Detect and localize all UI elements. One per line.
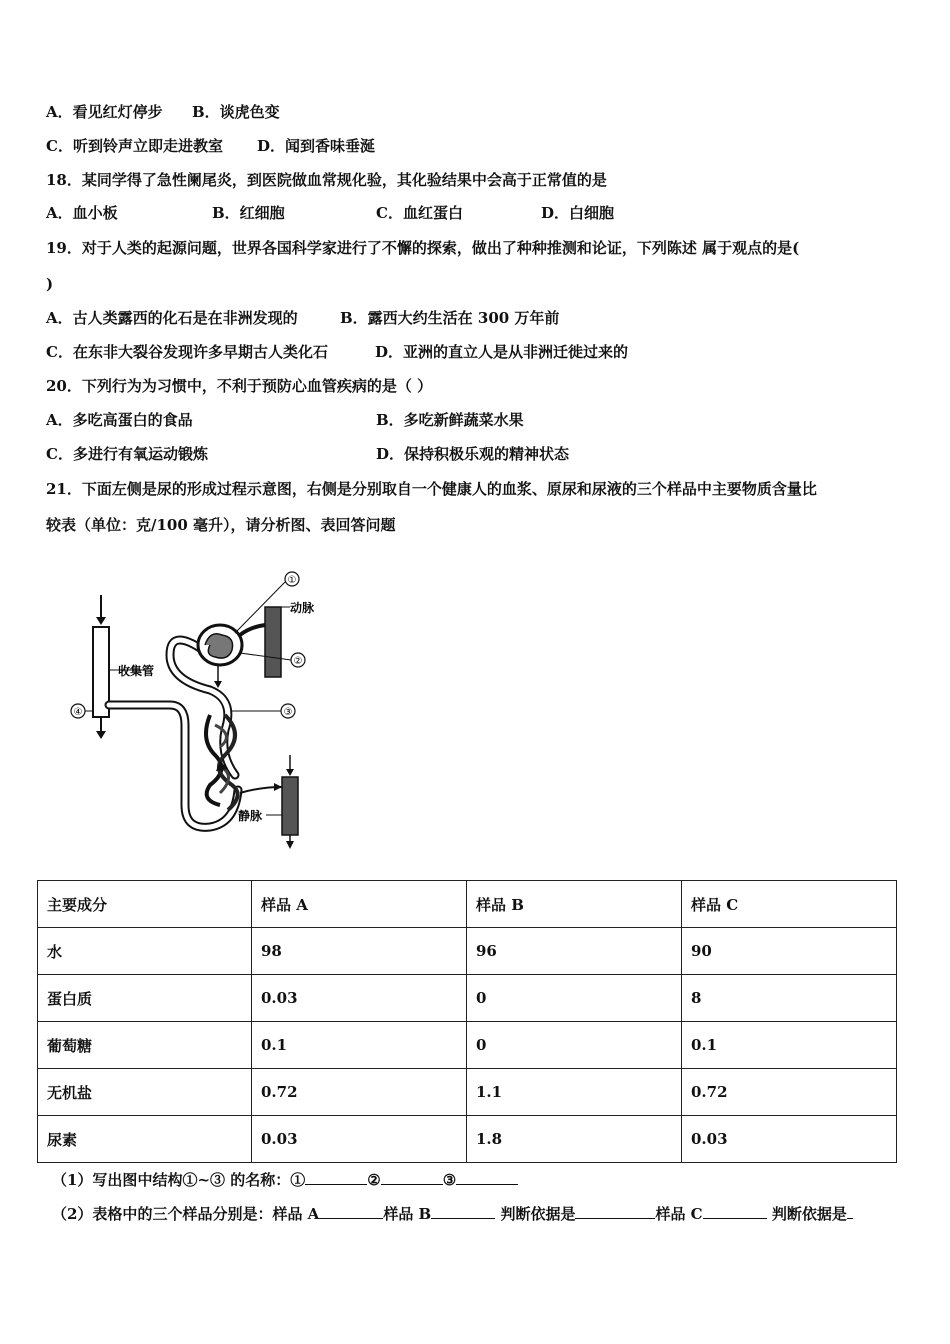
- table-header-cell: 样品 A: [252, 881, 467, 928]
- marker-2-label: ②: [293, 656, 303, 667]
- q21-stem-line1: 21．下面左侧是尿的形成过程示意图，右侧是分别取自一个健康人的血浆、原尿和尿液的三个样品中主要物质含量比: [46, 480, 817, 498]
- table-cell: 0.03: [252, 1116, 467, 1163]
- q17-option-b: B．谈虎色变: [192, 103, 280, 121]
- table-cell: 尿素: [38, 1116, 252, 1163]
- table-cell: 0: [467, 1022, 682, 1069]
- collecting-duct-label: 收集管: [118, 664, 155, 678]
- q21-sub2-text: （2）表格中的三个样品分别是：样品 A: [52, 1205, 320, 1223]
- composition-table: [37, 880, 897, 1163]
- table-row: [38, 1069, 897, 1116]
- answer-blank-3[interactable]: [456, 1170, 518, 1185]
- table-cell: 96: [467, 928, 682, 975]
- q20-option-b: B．多吃新鲜蔬菜水果: [376, 411, 524, 429]
- table-cell: 0.1: [252, 1022, 467, 1069]
- table-cell: 蛋白质: [38, 975, 252, 1022]
- table-row: [38, 975, 897, 1022]
- table-header-cell: 样品 B: [467, 881, 682, 928]
- table-header-cell: 主要成分: [38, 881, 252, 928]
- table-cell: 1.8: [467, 1116, 682, 1163]
- table-row: [38, 928, 897, 975]
- q21-sub2-b-label: 样品 B: [383, 1205, 432, 1223]
- table-cell: 0: [467, 975, 682, 1022]
- artery-label: 动脉: [290, 601, 315, 615]
- q21-sub1-marker2: ②: [367, 1171, 381, 1189]
- table-cell: 0.72: [682, 1069, 897, 1116]
- q20-option-c: C．多进行有氧运动锻炼: [46, 445, 208, 463]
- q18-stem: 18．某同学得了急性阑尾炎，到医院做血常规化验，其化验结果中会高于正常值的是: [46, 171, 607, 189]
- q19-option-c: C．在东非大裂谷发现许多早期古人类化石: [46, 343, 328, 361]
- q21-sub1-marker3: ③: [442, 1171, 457, 1189]
- nephron-diagram: [60, 565, 340, 855]
- table-header-cell: 样品 C: [682, 881, 897, 928]
- q18-option-b: B．红细胞: [212, 204, 285, 222]
- vein: [240, 755, 298, 849]
- q17-option-c: C．听到铃声立即走进教室: [46, 137, 223, 155]
- answer-blank-sample-c[interactable]: [703, 1204, 767, 1219]
- q19-option-a: A．古人类露西的化石是在非洲发现的: [46, 309, 298, 327]
- table-cell: 水: [38, 928, 252, 975]
- nephron-diagram-svg: [60, 565, 340, 855]
- table-row: [38, 1022, 897, 1069]
- q21-sub1-marker1: ①: [290, 1171, 306, 1189]
- answer-blank-2[interactable]: [381, 1170, 443, 1185]
- table-cell: 98: [252, 928, 467, 975]
- q17-option-a: A．看见红灯停步: [46, 103, 163, 121]
- q19-option-d: D．亚洲的直立人是从非洲迁徙过来的: [375, 343, 629, 361]
- table-cell: 0.03: [682, 1116, 897, 1163]
- q20-option-a: A．多吃高蛋白的食品: [46, 411, 193, 429]
- q19-stem-line2: ): [46, 275, 54, 293]
- q21-sub2-c-label: 样品 C: [655, 1205, 703, 1223]
- table-cell: 无机盐: [38, 1069, 252, 1116]
- q18-option-d: D．白细胞: [541, 204, 615, 222]
- q19-stem-line1: 19．对于人类的起源问题，世界各国科学家进行了不懈的探索，做出了种种推测和论证，下列陈述 属于观点的是(: [46, 239, 800, 257]
- q18-option-c: C．血红蛋白: [376, 204, 463, 222]
- q21-sub2-basis2: 判断依据是: [766, 1205, 847, 1223]
- artery: [240, 607, 281, 677]
- table-cell: 葡萄糖: [38, 1022, 252, 1069]
- q21-sub1: [52, 1170, 518, 1190]
- q20-stem: 20．下列行为为习惯中，不利于预防心血管疾病的是（ ）: [46, 377, 433, 395]
- vein-label: 静脉: [238, 809, 263, 823]
- table-row: [38, 1116, 897, 1163]
- table-cell: 0.1: [682, 1022, 897, 1069]
- marker-3-label: ③: [283, 707, 293, 718]
- answer-blank-basis-1[interactable]: [575, 1204, 655, 1219]
- q18-option-a: A．血小板: [46, 204, 118, 222]
- answer-blank-sample-b[interactable]: [431, 1204, 495, 1219]
- q19-option-b: B．露西大约生活在 300 万年前: [340, 309, 560, 327]
- q17-option-d: D．闻到香味垂涎: [257, 137, 376, 155]
- table-cell: 90: [682, 928, 897, 975]
- glomerulus: [198, 625, 242, 665]
- table-header-row: [38, 881, 897, 928]
- q21-sub2-basis1: 判断依据是: [495, 1205, 576, 1223]
- answer-blank-sample-a[interactable]: [319, 1204, 383, 1219]
- table-cell: 0.72: [252, 1069, 467, 1116]
- q21-sub2: [52, 1204, 853, 1224]
- answer-blank-basis-2[interactable]: [847, 1204, 853, 1219]
- table-cell: 8: [682, 975, 897, 1022]
- q20-option-d: D．保持积极乐观的精神状态: [376, 445, 570, 463]
- q21-sub1-text: （1）写出图中结构①~③ 的名称：: [52, 1171, 291, 1189]
- q21-stem-line2: 较表（单位：克/100 毫升），请分析图、表回答问题: [46, 516, 396, 534]
- marker-1-label: ①: [287, 575, 297, 586]
- marker-4-label: ④: [73, 707, 83, 718]
- table-cell: 1.1: [467, 1069, 682, 1116]
- table-cell: 0.03: [252, 975, 467, 1022]
- answer-blank-1[interactable]: [305, 1170, 367, 1185]
